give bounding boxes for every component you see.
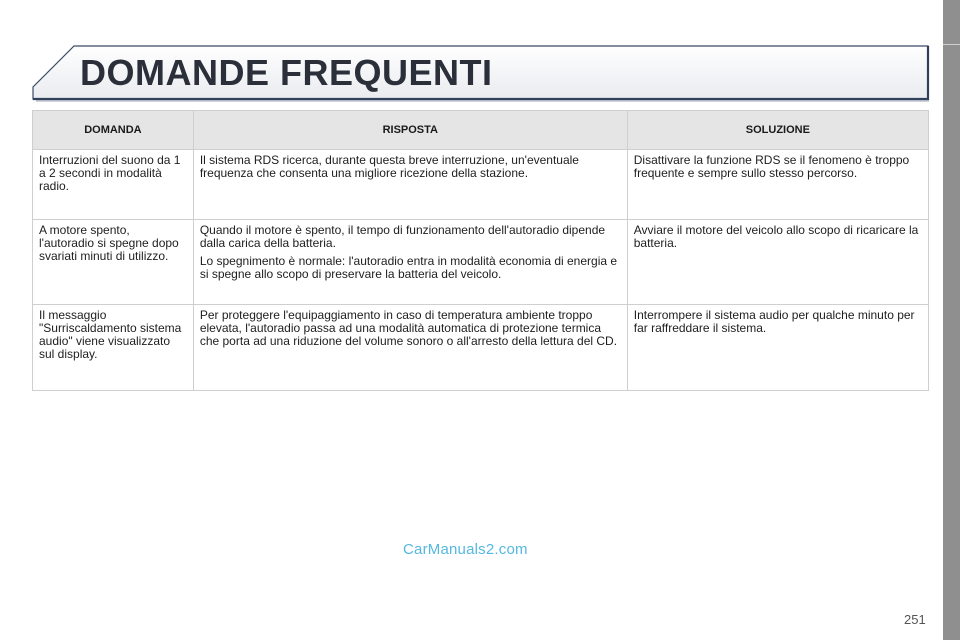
title-banner xyxy=(0,0,930,105)
question-cell: Interruzioni del suono da 1 a 2 secondi in modalità radio. xyxy=(33,150,194,220)
answer-paragraph: Quando il motore è spento, il tempo di funzionamento dell'autoradio dipende dalla carica della batteria. xyxy=(199,223,606,250)
side-tab-notch xyxy=(943,44,960,45)
solution-cell: Avviare il motore del veicolo allo scopo di ricaricare la batteria. xyxy=(627,220,928,305)
table-header-row xyxy=(33,111,929,150)
table-row xyxy=(33,220,929,305)
watermark-link[interactable]: CarManuals2.com xyxy=(403,541,528,558)
page-number: 251 xyxy=(904,612,926,627)
header-risposta: RISPOSTA xyxy=(193,111,627,150)
answer-cell xyxy=(193,150,627,220)
faq-table xyxy=(32,110,929,391)
side-tab xyxy=(943,0,960,640)
header-domanda: DOMANDA xyxy=(33,111,194,150)
answer-paragraph: Per proteggere l'equipaggiamento in caso di temperatura ambiente troppo elevata, l'autoradio passa ad una modalità automatica di protezione termica che porta ad una riduzione del volume sonoro o all'arresto della lettura del CD. xyxy=(199,308,618,348)
table-row xyxy=(33,150,929,220)
question-cell: Il messaggio "Surriscaldamento sistema audio" viene visualizzato sul display. xyxy=(33,305,194,391)
table-row xyxy=(33,305,929,391)
header-soluzione: SOLUZIONE xyxy=(627,111,928,150)
answer-paragraph: Lo spegnimento è normale: l'autoradio entra in modalità economia di energia e si spegne allo scopo di preservare la batteria del veicolo. xyxy=(199,254,618,281)
question-cell: A motore spento, l'autoradio si spegne dopo svariati minuti di utilizzo. xyxy=(33,220,194,305)
solution-cell: Disattivare la funzione RDS se il fenomeno è troppo frequente e sempre sullo stesso percorso. xyxy=(627,150,928,220)
answer-cell xyxy=(193,220,627,305)
page-title: DOMANDE FREQUENTI xyxy=(80,52,493,93)
answer-cell xyxy=(193,305,627,391)
solution-cell: Interrompere il sistema audio per qualche minuto per far raffreddare il sistema. xyxy=(627,305,928,391)
answer-paragraph: Il sistema RDS ricerca, durante questa breve interruzione, un'eventuale frequenza che consenta una migliore ricezione della stazione. xyxy=(199,153,579,180)
